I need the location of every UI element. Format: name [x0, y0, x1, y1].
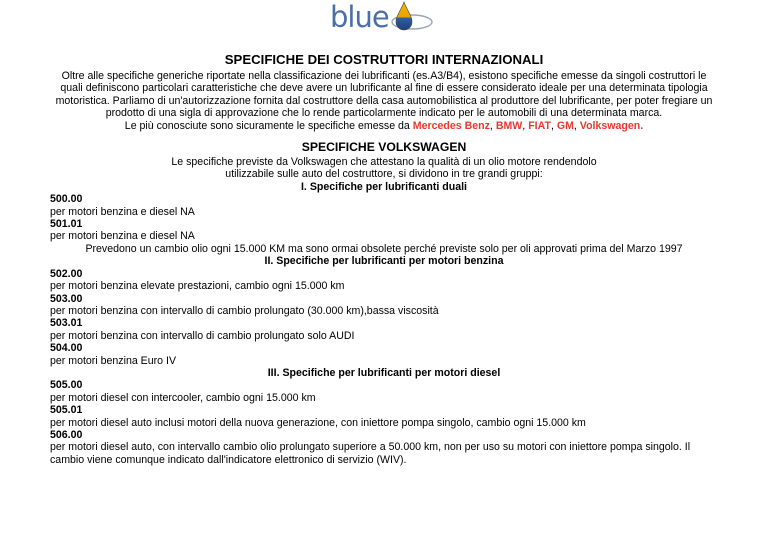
spec-desc: per motori benzina con intervallo di cambio prolungato (30.000 km),bassa viscosità — [50, 304, 439, 317]
group1-note: Prevedono un cambio olio ogni 15.000 KM ma sono ormai obsolete perché previste solo per oli approvati prima del Marzo 1997 — [85, 242, 683, 255]
brand-bmw: BMW — [495, 119, 523, 132]
brand-sep: , — [550, 119, 557, 132]
spec-desc: per motori benzina Euro IV — [50, 354, 177, 367]
section-title-volkswagen: SPECIFICHE VOLKSWAGEN — [301, 140, 467, 155]
vw-intro — [50, 156, 718, 181]
brand-sep: , — [522, 119, 529, 132]
intro-last-line: Le più conosciute sono sicuramente le specifiche emesse da — [124, 119, 410, 132]
spec-desc: per motori benzina e diesel NA — [50, 205, 195, 218]
spec-code: 504.00 — [50, 342, 83, 355]
spec-code: 500.00 — [50, 193, 83, 206]
document-body — [50, 48, 718, 466]
brand-fiat: FIAT — [528, 119, 551, 132]
brand-gm: GM — [556, 119, 574, 132]
intro-paragraph — [50, 70, 718, 132]
spec-code: 501.01 — [50, 218, 83, 231]
spec-desc: per motori benzina elevate prestazioni, cambio ogni 15.000 km — [50, 280, 345, 293]
spec-desc: per motori diesel con intercooler, cambio ogni 15.000 km — [50, 391, 316, 404]
spec-desc: per motori diesel auto, con intervallo cambio olio prolungato superiore a 50.000 km, non per uso su motori con iniettore pompa singolo. Il cambio viene comunque indicato dall'indicatore elettronico di servizio (WIV). — [50, 441, 691, 466]
group3-title: III. Specifiche per lubrificanti per motori diesel — [267, 366, 501, 379]
brand-sep: , — [489, 119, 496, 132]
page-title: SPECIFICHE DEI COSTRUTTORI INTERNAZIONALI — [224, 52, 544, 67]
spec-code: 506.00 — [50, 428, 83, 441]
brand-sep: , — [573, 119, 580, 132]
logo-text: blue — [330, 0, 389, 34]
group2-title: II. Specifiche per lubrificanti per motori benzina — [264, 255, 504, 268]
brand-volkswagen: Volkswagen. — [579, 119, 644, 132]
spec-desc: per motori benzina e diesel NA — [50, 230, 195, 243]
spec-code: 503.00 — [50, 292, 83, 305]
spec-code: 505.00 — [50, 379, 83, 392]
brand-mercedes: Mercedes Benz — [412, 119, 490, 132]
vw-intro-line1: Le specifiche previste da Volkswagen che attestano la qualità di un olio motore rendendolo — [171, 156, 597, 169]
spec-code: 505.01 — [50, 404, 83, 417]
spec-code: 503.01 — [50, 317, 83, 330]
group1-title: I. Specifiche per lubrificanti duali — [300, 180, 467, 193]
intro-text: Oltre alle specifiche generiche riportate nella classificazione dei lubrificanti (es.A3/B4), esistono specifiche emesse da singoli costruttori le quali definiscono particolari caratteristiche che deve avere un lubrificante al fine di essere considerato ideale per una determinata tipologia motoristica. Parliamo di un'autorizzazione fornita dal costruttore della casa automobilistica al produttore del lubrificante, per poter fregiare un prodotto di una sigla di approvazione che lo rende particolarmente indicato per le automobili di una determinata marca. — [55, 70, 713, 120]
spec-code: 502.00 — [50, 267, 83, 280]
vw-intro-line2: utilizzabile sulle auto del costruttore, si dividono in tre grandi gruppi: — [225, 168, 543, 181]
blue-logo — [330, 0, 440, 38]
spec-desc: per motori diesel auto inclusi motori della nuova generazione, con iniettore pompa singolo, cambio ogni 15.000 km — [50, 416, 586, 429]
spec-desc: per motori benzina con intervallo di cambio prolungato solo AUDI — [50, 329, 355, 342]
oil-drop-icon — [390, 0, 438, 36]
